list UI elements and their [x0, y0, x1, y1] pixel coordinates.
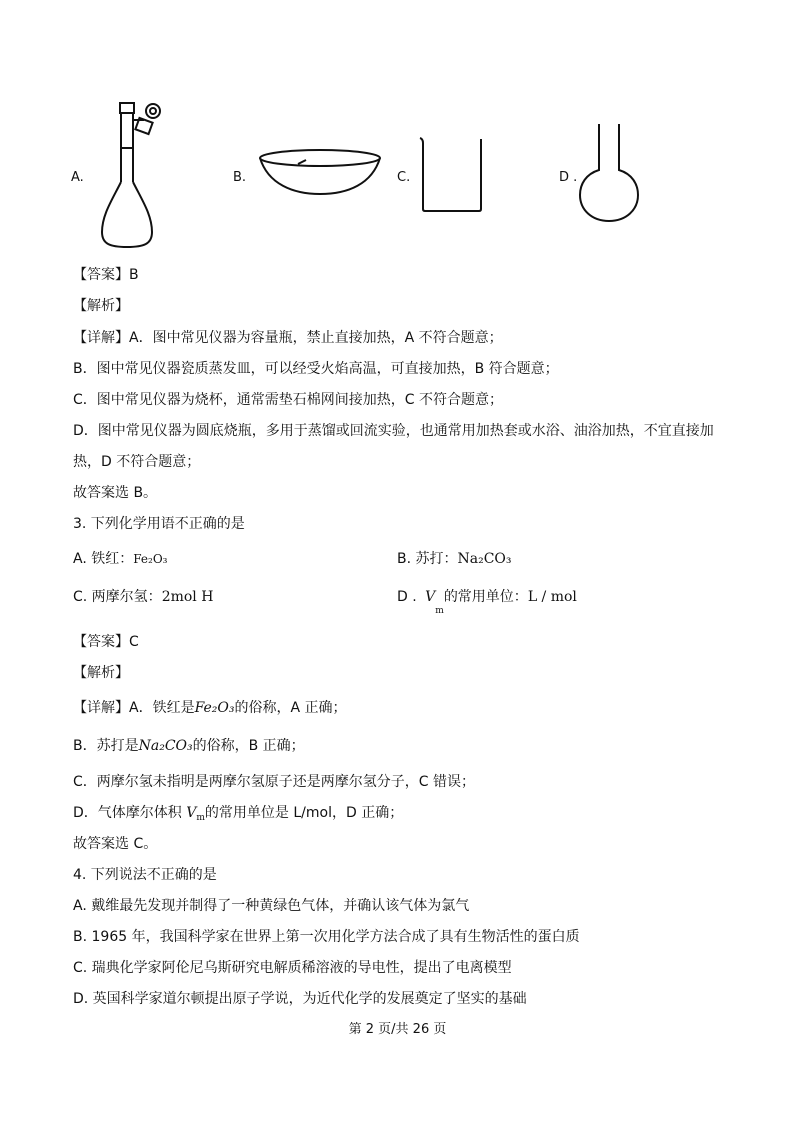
q3-detail-b-post: 的俗称，B 正确； [192, 738, 305, 754]
q3-option-d [397, 587, 577, 616]
q3-detail-b-formula: Na₂CO₃ [138, 738, 193, 754]
option-d-label: D . [559, 170, 578, 185]
q3-option-b-formula: Na₂CO₃ [457, 551, 512, 567]
q4-stem: 4. 下列说法不正确的是 [73, 867, 217, 883]
page-footer: 第 2 页/共 26 页 [348, 1022, 447, 1037]
q2-conclusion: 故答案选 B。 [73, 485, 158, 501]
beaker-figure [418, 136, 488, 214]
q3-option-b-prefix: B. 苏打： [397, 551, 458, 567]
q2-detail-c: C．图中常见仪器为烧杯，通常需垫石棉网间接加热，C 不符合题意； [73, 392, 503, 408]
q3-option-c-prefix: C. 两摩尔氢： [73, 589, 162, 605]
round-bottom-flask-figure [578, 122, 640, 224]
q3-detail-d-symbol: V [186, 805, 197, 821]
q2-answer: 【答案】B [73, 267, 139, 283]
q3-option-c-formula: 2mol H [161, 589, 214, 605]
q3-option-d-sub: m [435, 606, 444, 616]
q2-analysis-tag: 【解析】 [73, 298, 129, 314]
q3-detail-b-pre: B．苏打是 [73, 738, 139, 754]
evaporating-dish-figure [258, 148, 383, 198]
q3-answer: 【答案】C [73, 634, 139, 650]
q4-option-a: A. 戴维最先发现并制得了一种黄绿色气体，并确认该气体为氯气 [73, 898, 470, 914]
q3-option-c [73, 587, 213, 607]
q3-option-d-unit: L / mol [527, 589, 577, 605]
q3-analysis-tag: 【解析】 [73, 665, 129, 681]
option-b-label: B. [233, 170, 247, 185]
q2-detail-b: B．图中常见仪器瓷质蒸发皿，可以经受火焰高温，可直接加热，B 符合题意； [73, 361, 559, 377]
q4-option-d: D. 英国科学家道尔顿提出原子学说，为近代化学的发展奠定了坚实的基础 [73, 991, 527, 1007]
q3-detail-b [73, 736, 305, 756]
q3-option-a-formula: Fe₂O₃ [133, 552, 168, 566]
q3-option-b [397, 549, 512, 569]
q3-option-d-symbol: V [425, 589, 436, 605]
q3-stem: 3. 下列化学用语不正确的是 [73, 516, 245, 532]
q3-detail-a-formula: Fe₂O₃ [194, 700, 235, 716]
q4-option-c: C. 瑞典化学家阿伦尼乌斯研究电解质稀溶液的导电性，提出了电离模型 [73, 960, 512, 976]
q3-option-a-prefix: A. 铁红： [73, 551, 134, 567]
q2-detail-d-line2: 热，D 不符合题意； [73, 454, 201, 470]
q3-option-a [73, 549, 167, 569]
q3-detail-d-sub: m [196, 813, 205, 823]
q2-detail-d-line1: D．图中常见仪器为圆底烧瓶，多用于蒸馏或回流实验，也通常用加热套或水浴、油浴加热，不宜直接加 [73, 423, 714, 439]
q3-detail-a-pre: 【详解】A．铁红是 [73, 700, 195, 716]
q3-detail-c: C．两摩尔氢未指明是两摩尔氢原子还是两摩尔氢分子，C 错误； [73, 774, 475, 790]
option-a-label: A. [71, 170, 84, 185]
q3-detail-a-post: 的俗称，A 正确； [234, 700, 347, 716]
q4-option-b: B. 1965 年，我国科学家在世界上第一次用化学方法合成了具有生物活性的蛋白质 [73, 929, 580, 945]
q3-option-d-prefix: D . [397, 589, 417, 605]
q3-detail-a [73, 698, 347, 718]
q3-option-d-text: 的常用单位： [443, 589, 528, 605]
option-c-label: C. [397, 170, 411, 185]
q3-detail-d-pre: D．气体摩尔体积 [73, 805, 182, 821]
q3-detail-d-post: 的常用单位是 L/mol，D 正确； [204, 805, 404, 821]
q3-conclusion: 故答案选 C。 [73, 836, 158, 852]
volumetric-flask-figure [100, 100, 170, 250]
q2-detail-a: 【详解】A．图中常见仪器为容量瓶，禁止直接加热，A 不符合题意； [73, 330, 503, 346]
q3-detail-d [73, 803, 403, 823]
